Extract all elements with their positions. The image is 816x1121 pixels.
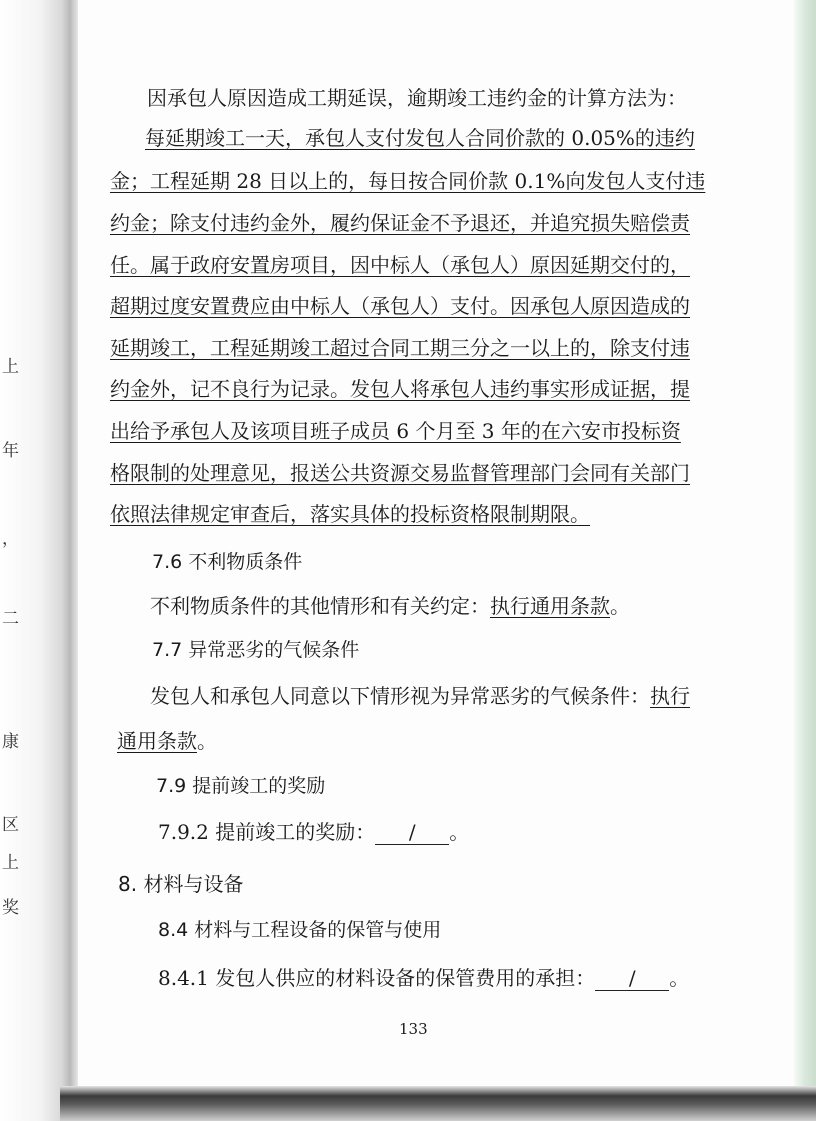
section-8-4-1-text bbox=[158, 964, 689, 992]
section-7-7-text bbox=[150, 682, 690, 710]
paragraph-line: 延期竣工，工程延期竣工超过合同工期三分之一以上的，除支付违 bbox=[110, 336, 690, 360]
heading-7-6: 7.6 不利物质条件 bbox=[152, 551, 303, 573]
page-number: 133 bbox=[399, 1020, 428, 1038]
text-suffix: 。 bbox=[197, 729, 217, 753]
paragraph-line: 任。属于政府安置房项目，因中标人（承包人）原因延期交付的， bbox=[110, 253, 690, 277]
text-prefix: 8.4.1 发包人供应的材料设备的保管费用的承担： bbox=[158, 966, 596, 990]
margin-mark: 年 bbox=[2, 441, 19, 461]
margin-mark: ， bbox=[2, 529, 19, 549]
text-prefix: 7.9.2 提前竣工的奖励： bbox=[158, 820, 376, 844]
margin-mark: 奖 bbox=[2, 898, 19, 918]
filled-value: 执行通用条款 bbox=[490, 594, 610, 618]
heading-7-7: 7.7 异常恶劣的气候条件 bbox=[152, 639, 360, 661]
text-suffix: 。 bbox=[610, 594, 630, 618]
paragraph-line: 格限制的处理意见，报送公共资源交易监督管理部门会同有关部门 bbox=[110, 461, 690, 485]
paragraph-line: 约金；除支付违约金外，履约保证金不予退还，并追究损失赔偿责 bbox=[110, 211, 690, 235]
text-prefix: 发包人和承包人同意以下情形视为异常恶劣的气候条件： bbox=[150, 684, 650, 708]
blank-field: / bbox=[375, 820, 449, 845]
margin-mark: 区 bbox=[2, 815, 19, 835]
paragraph-line: 超期过度安置费应由中标人（承包人）支付。因承包人原因造成的 bbox=[110, 294, 690, 318]
filled-value: 通用条款 bbox=[117, 729, 197, 753]
section-7-9-2-text bbox=[158, 818, 469, 846]
paragraph-line: 每延期竣工一天，承包人支付发包人合同价款的 0.05%的违约 bbox=[145, 126, 695, 150]
paragraph-line: 约金外，记不良行为记录。发包人将承包人违约事实形成证据，提 bbox=[110, 377, 690, 401]
paragraph-line: 依照法律规定审查后，落实具体的投标资格限制期限。 bbox=[110, 502, 590, 526]
section-7-5-intro: 因承包人原因造成工期延误，逾期竣工违约金的计算方法为： bbox=[147, 86, 687, 110]
text-suffix: 。 bbox=[669, 966, 690, 990]
filled-value: 执行 bbox=[650, 684, 690, 708]
heading-8: 8. 材料与设备 bbox=[118, 872, 244, 896]
heading-7-9: 7.9 提前竣工的奖励 bbox=[156, 775, 326, 797]
margin-mark: 上 bbox=[2, 853, 19, 873]
margin-mark: 上 bbox=[2, 357, 19, 377]
heading-8-4: 8.4 材料与工程设备的保管与使用 bbox=[158, 919, 442, 941]
blank-field: / bbox=[595, 966, 669, 991]
paragraph-line: 出给予承包人及该项目班子成员 6 个月至 3 年的在六安市投标资 bbox=[110, 419, 681, 443]
section-7-7-continuation bbox=[117, 727, 217, 755]
margin-mark: 康 bbox=[2, 732, 19, 752]
margin-mark: 二 bbox=[2, 609, 19, 629]
text-prefix: 不利物质条件的其他情形和有关约定： bbox=[150, 594, 490, 618]
section-7-6-text bbox=[150, 592, 630, 620]
text-suffix: 。 bbox=[449, 820, 470, 844]
paragraph-line: 金；工程延期 28 日以上的，每日按合同价款 0.1%向发包人支付违 bbox=[110, 169, 706, 193]
